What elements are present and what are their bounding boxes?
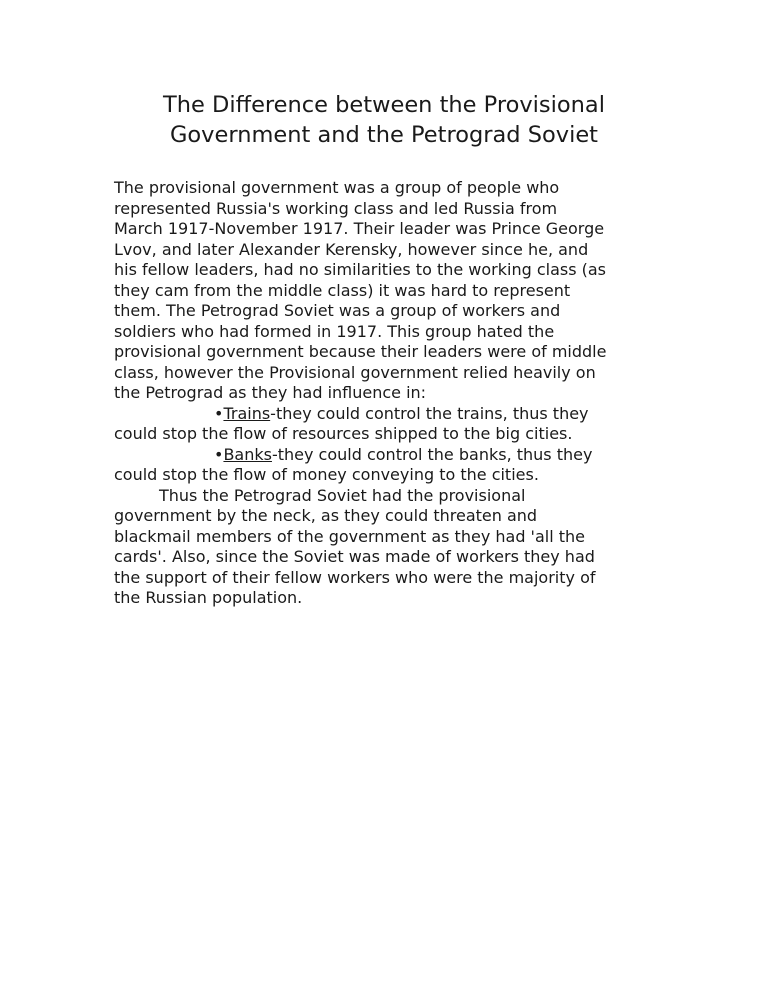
bullet-term-trains: Trains	[223, 403, 271, 423]
closing-line: Thus the Petrograd Soviet had the provisional	[159, 485, 526, 505]
closing-line: government by the neck, as they could threaten and	[114, 506, 538, 525]
title-line-2: Government and the Petrograd Soviet	[169, 122, 599, 148]
bullet-continuation-banks: could stop the flow of money conveying to the cities.	[114, 465, 539, 484]
document-title	[100, 90, 668, 150]
body-line: them. The Petrograd Soviet was a group of workers and	[114, 301, 561, 320]
body-line: the Petrograd as they had influence in:	[114, 383, 427, 402]
body-line: The provisional government was a group of people who	[114, 178, 560, 197]
body-line: March 1917-November 1917. Their leader was Prince George	[114, 219, 605, 238]
bullet-text-trains: -they could control the trains, thus they	[270, 403, 589, 423]
body-line: represented Russia's working class and led Russia from	[114, 198, 558, 218]
bullet-trains	[114, 404, 662, 425]
bullet-glyph: •	[214, 403, 224, 423]
body-line: Lvov, and later Alexander Kerensky, however since he, and	[114, 239, 589, 259]
body-line: class, however the Provisional government relied heavily on	[114, 362, 596, 382]
body-line: they cam from the middle class) it was hard to represent	[114, 280, 571, 300]
closing-line: the support of their fellow workers who were the majority of	[114, 567, 596, 587]
body-line: his fellow leaders, had no similarities to the working class (as	[114, 260, 607, 279]
bullet-text-banks: -they could control the banks, thus they	[271, 444, 593, 464]
bullet-glyph: •	[214, 444, 224, 464]
document-body	[114, 178, 662, 609]
bullet-term-banks: Banks	[223, 444, 272, 464]
body-line: provisional government because their leaders were of middle	[114, 342, 607, 361]
bullet-continuation-trains: could stop the flow of resources shipped to the big cities.	[114, 424, 573, 443]
closing-line: blackmail members of the government as they had 'all the	[114, 526, 585, 546]
closing-line: the Russian population.	[114, 588, 303, 607]
title-line-1: The Difference between the Provisional	[163, 92, 605, 118]
body-line: soldiers who had formed in 1917. This group hated the	[114, 321, 555, 341]
bullet-banks	[114, 445, 662, 466]
closing-line: cards'. Also, since the Soviet was made of workers they had	[114, 547, 595, 566]
